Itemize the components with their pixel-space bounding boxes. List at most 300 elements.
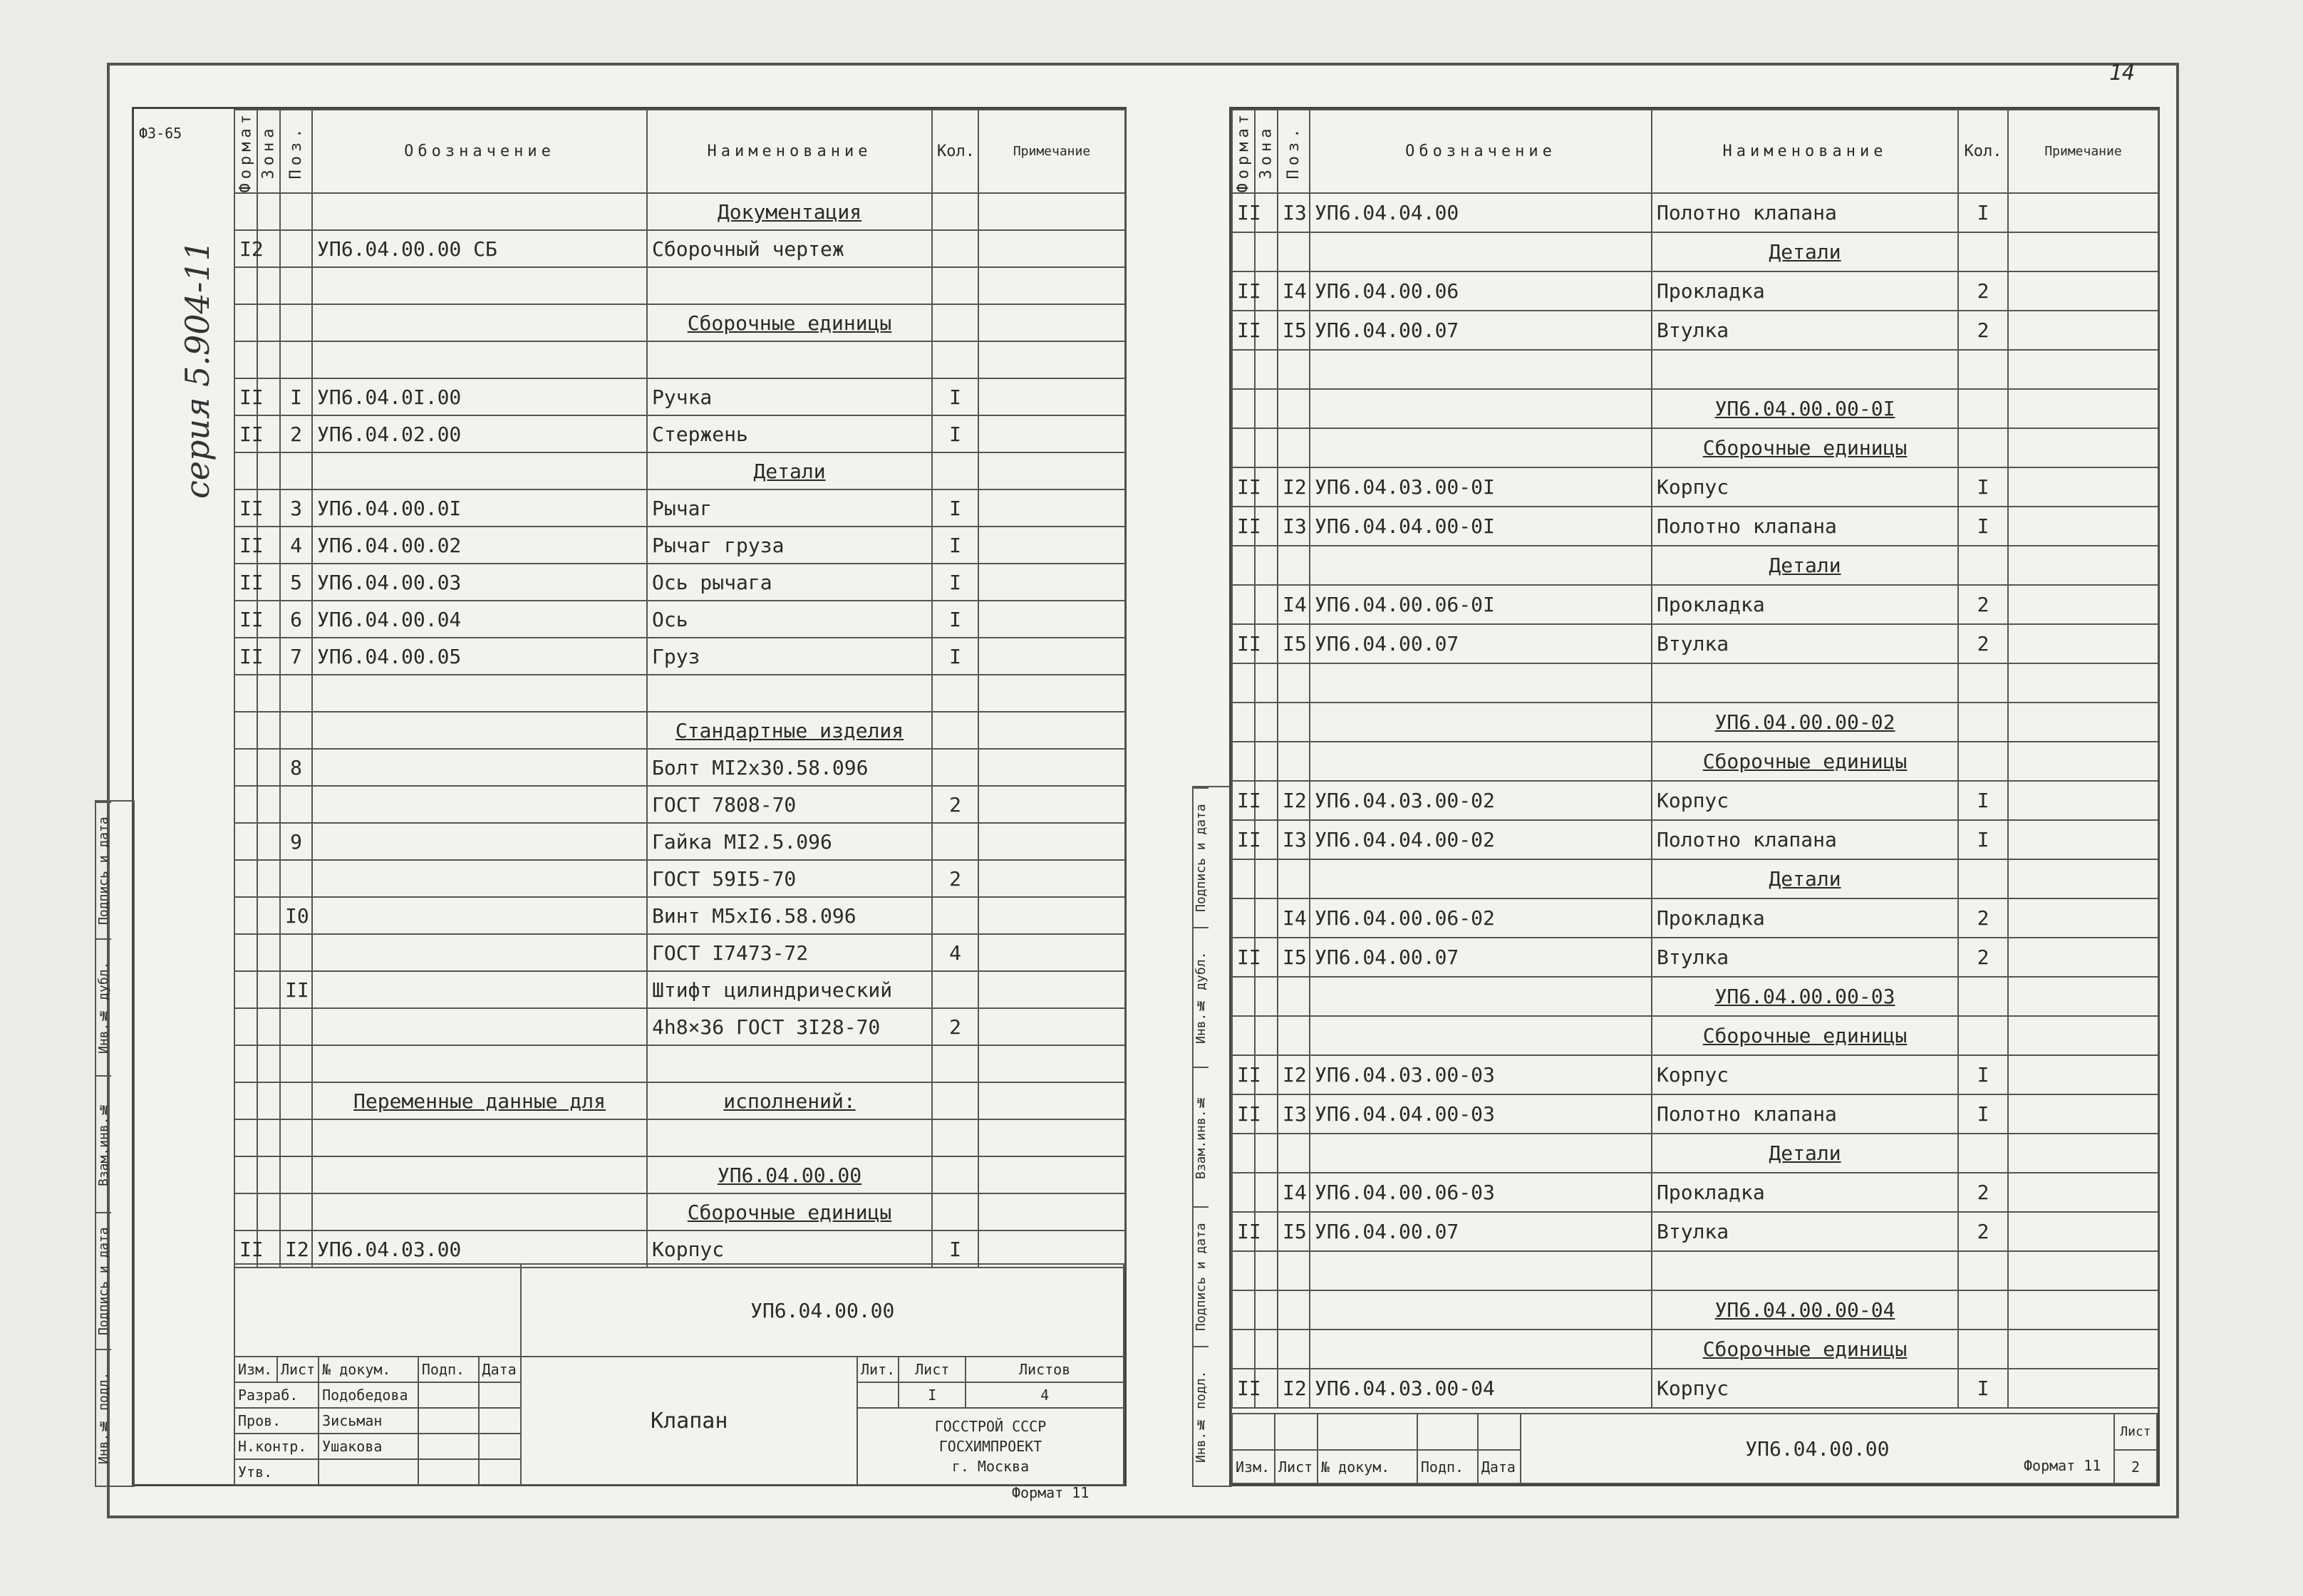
cell-name: Сборочные единицы	[1652, 742, 1958, 781]
cell-qty	[932, 897, 978, 934]
stamp-lit: Лит.	[857, 1357, 899, 1382]
left-title-block	[234, 1263, 1124, 1486]
cell-format	[234, 1008, 257, 1045]
cell-zone	[257, 749, 280, 786]
cell-zone	[257, 786, 280, 823]
cell-pos: I3	[1278, 193, 1310, 232]
cell-zone	[1255, 1330, 1278, 1369]
stamp-col-date: Дата	[479, 1357, 522, 1382]
cell-name: Ось рычага	[647, 564, 932, 601]
cell-note	[978, 230, 1125, 267]
cell-pos: I	[280, 378, 312, 415]
stamp-col-list: Лист	[1275, 1450, 1318, 1483]
cell-pos	[280, 712, 312, 749]
cell-qty: 2	[1958, 1212, 2008, 1251]
cell-name: Ручка	[647, 378, 932, 415]
cell-name: Сборочные единицы	[647, 304, 932, 341]
table-row	[1232, 311, 2158, 350]
table-row	[1232, 428, 2158, 467]
cell-qty: 4	[932, 934, 978, 971]
cell-qty	[1958, 1016, 2008, 1055]
stamp-col-date: Дата	[1478, 1450, 1521, 1483]
cell-name: УП6.04.00.00-03	[1652, 977, 1958, 1016]
table-row	[234, 675, 1125, 712]
table-row	[234, 786, 1125, 823]
cell-pos: I3	[1278, 507, 1310, 546]
cell-format	[1232, 859, 1255, 898]
cell-designation	[312, 786, 647, 823]
cell-qty: 2	[1958, 624, 2008, 663]
cell-designation	[312, 749, 647, 786]
cell-format: II	[234, 601, 257, 638]
cell-name: Втулка	[1652, 938, 1958, 977]
cell-pos	[1278, 977, 1310, 1016]
cell-zone	[257, 971, 280, 1008]
cell-note	[978, 564, 1125, 601]
cell-zone	[257, 1156, 280, 1193]
cell-qty	[1958, 663, 2008, 703]
cell-designation: УП6.04.00.02	[312, 527, 647, 564]
cell-name: Детали	[1652, 859, 1958, 898]
cell-designation	[312, 1193, 647, 1230]
cell-designation	[1310, 1290, 1652, 1330]
cell-format	[234, 1119, 257, 1156]
cell-designation: УП6.04.03.00-04	[1310, 1369, 1652, 1408]
cell-name: Гайка МI2.5.096	[647, 823, 932, 860]
cell-pos	[1278, 350, 1310, 389]
cell-pos	[280, 1082, 312, 1119]
cell-designation: УП6.04.00.05	[312, 638, 647, 675]
cell-name: Детали	[1652, 546, 1958, 585]
left-format: Формат 11	[1012, 1484, 1090, 1501]
table-row	[234, 638, 1125, 675]
cell-pos: I5	[1278, 624, 1310, 663]
cell-note	[2008, 428, 2158, 467]
cell-pos: 5	[280, 564, 312, 601]
cell-pos: I4	[1278, 1173, 1310, 1212]
cell-qty: I	[932, 601, 978, 638]
cell-pos	[280, 1008, 312, 1045]
stamp-col-sign: Подп.	[418, 1357, 479, 1382]
cell-qty: I	[932, 415, 978, 452]
cell-format	[234, 1045, 257, 1082]
cell-pos: 2	[280, 415, 312, 452]
cell-note	[978, 1008, 1125, 1045]
cell-name: Винт М5хI6.58.096	[647, 897, 932, 934]
side-stamp-label: Подпись и дата	[1194, 1206, 1209, 1346]
cell-pos	[1278, 1290, 1310, 1330]
cell-format: II	[1232, 271, 1255, 311]
cell-pos	[1278, 1251, 1310, 1290]
cell-note	[978, 1045, 1125, 1082]
cell-name: УП6.04.00.00-02	[1652, 703, 1958, 742]
table-row	[234, 712, 1125, 749]
cell-designation	[312, 1008, 647, 1045]
cell-qty	[1958, 742, 2008, 781]
cell-designation	[1310, 1330, 1652, 1369]
cell-note	[2008, 585, 2158, 624]
cell-pos	[280, 1193, 312, 1230]
form-code: ФЗ-65	[139, 125, 182, 142]
cell-pos	[280, 341, 312, 378]
cell-zone	[257, 934, 280, 971]
cell-format: II	[234, 527, 257, 564]
cell-zone	[1255, 1173, 1278, 1212]
cell-note	[2008, 663, 2158, 703]
table-row	[1232, 271, 2158, 311]
cell-name: Корпус	[1652, 1055, 1958, 1094]
cell-format: II	[234, 378, 257, 415]
cell-qty	[932, 1193, 978, 1230]
cell-qty: I	[932, 527, 978, 564]
right-sheet-label: Лист	[2114, 1414, 2157, 1450]
cell-pos	[280, 675, 312, 712]
cell-name: Детали	[1652, 232, 1958, 271]
cell-note	[2008, 703, 2158, 742]
cell-designation: УП6.04.00.03	[312, 564, 647, 601]
cell-name: Рычаг	[647, 489, 932, 527]
cell-pos	[280, 860, 312, 897]
cell-qty	[1958, 859, 2008, 898]
cell-qty: I	[1958, 507, 2008, 546]
cell-name: Стандартные изделия	[647, 712, 932, 749]
stamp-razrab-label: Разраб.	[234, 1382, 319, 1408]
cell-note	[2008, 742, 2158, 781]
cell-designation	[312, 193, 647, 230]
cell-pos: II	[280, 971, 312, 1008]
left-doc-code: УП6.04.00.00	[521, 1264, 1124, 1357]
cell-pos	[1278, 859, 1310, 898]
cell-name: Груз	[647, 638, 932, 675]
cell-designation	[312, 452, 647, 489]
cell-qty	[932, 1082, 978, 1119]
cell-designation: УП6.04.00.06-0I	[1310, 585, 1652, 624]
cell-pos	[1278, 428, 1310, 467]
cell-format: II	[234, 415, 257, 452]
cell-note	[2008, 820, 2158, 859]
cell-qty	[932, 452, 978, 489]
cell-designation: УП6.04.04.00-03	[1310, 1094, 1652, 1134]
cell-name: УП6.04.00.00	[647, 1156, 932, 1193]
cell-format: II	[1232, 624, 1255, 663]
cell-format: II	[1232, 938, 1255, 977]
cell-name: Документация	[647, 193, 932, 230]
cell-format	[234, 786, 257, 823]
side-stamp-label: Инв.№ дубл.	[1194, 927, 1209, 1067]
cell-name: Прокладка	[1652, 1173, 1958, 1212]
cell-pos: I2	[1278, 1055, 1310, 1094]
cell-designation: УП6.04.03.00-03	[1310, 1055, 1652, 1094]
cell-name: Полотно клапана	[1652, 820, 1958, 859]
right-spec-sheet	[1194, 107, 2160, 1486]
right-title-block	[1231, 1413, 2158, 1484]
cell-name: Сборочные единицы	[647, 1193, 932, 1230]
col-name: Наименование	[1652, 110, 1958, 193]
cell-designation: УП6.04.00.07	[1310, 1212, 1652, 1251]
cell-pos: I5	[1278, 938, 1310, 977]
cell-designation: УП6.04.00.04	[312, 601, 647, 638]
table-row	[234, 823, 1125, 860]
cell-note	[978, 1156, 1125, 1193]
cell-designation: УП6.04.02.00	[312, 415, 647, 452]
cell-designation: УП6.04.04.00	[1310, 193, 1652, 232]
cell-designation	[1310, 703, 1652, 742]
stamp-razrab-name: Подобедова	[319, 1382, 418, 1408]
left-spec-sheet	[96, 107, 1127, 1486]
col-note: Примечание	[2008, 110, 2158, 193]
cell-qty	[932, 230, 978, 267]
cell-format	[1232, 232, 1255, 271]
table-row	[1232, 1330, 2158, 1369]
cell-format: II	[234, 489, 257, 527]
cell-designation	[1310, 546, 1652, 585]
cell-note	[2008, 938, 2158, 977]
table-row	[1232, 467, 2158, 507]
col-pos: Поз.	[280, 110, 312, 193]
cell-zone	[1255, 232, 1278, 271]
cell-designation	[312, 712, 647, 749]
stamp-col-docnum: № докум.	[319, 1357, 418, 1382]
cell-zone	[257, 341, 280, 378]
cell-qty	[932, 1156, 978, 1193]
cell-format	[234, 1082, 257, 1119]
cell-format	[234, 1193, 257, 1230]
cell-zone	[1255, 742, 1278, 781]
stamp-prov-label: Пров.	[234, 1408, 319, 1434]
col-name: Наименование	[647, 110, 932, 193]
cell-note	[978, 897, 1125, 934]
table-row	[234, 749, 1125, 786]
cell-pos: I2	[280, 1230, 312, 1268]
cell-note	[2008, 1251, 2158, 1290]
col-zone: Зона	[1255, 110, 1278, 193]
cell-pos	[280, 267, 312, 304]
cell-format	[1232, 1330, 1255, 1369]
cell-name: ГОСТ 59I5-70	[647, 860, 932, 897]
org-line-2: ГОСХИМПРОЕКТ	[938, 1438, 1042, 1455]
cell-format	[234, 971, 257, 1008]
cell-format	[234, 712, 257, 749]
side-stamp-label: Взам.инв.№	[1194, 1067, 1209, 1206]
cell-name: Втулка	[1652, 1212, 1958, 1251]
cell-designation: УП6.04.00.07	[1310, 311, 1652, 350]
cell-pos: 4	[280, 527, 312, 564]
table-row	[1232, 1212, 2158, 1251]
cell-qty	[1958, 428, 2008, 467]
cell-format	[1232, 898, 1255, 938]
cell-designation: УП6.04.0I.00	[312, 378, 647, 415]
table-row	[1232, 781, 2158, 820]
stamp-nkontr-label: Н.контр.	[234, 1434, 319, 1459]
cell-note	[2008, 1290, 2158, 1330]
table-row	[234, 897, 1125, 934]
cell-zone	[257, 1082, 280, 1119]
cell-zone	[257, 897, 280, 934]
cell-zone	[1255, 546, 1278, 585]
cell-note	[2008, 311, 2158, 350]
cell-note	[2008, 977, 2158, 1016]
side-stamp-label: Инв.№ подл.	[96, 1349, 111, 1486]
handwritten-series: серия 5.904-11	[178, 240, 217, 499]
cell-qty: 2	[1958, 311, 2008, 350]
cell-format	[234, 341, 257, 378]
cell-name: Корпус	[1652, 1369, 1958, 1408]
cell-format	[1232, 350, 1255, 389]
side-stamp-label: Инв.№ дубл.	[96, 938, 111, 1075]
cell-qty	[932, 971, 978, 1008]
cell-zone	[1255, 585, 1278, 624]
cell-zone	[257, 675, 280, 712]
right-format: Формат 11	[2024, 1457, 2101, 1474]
cell-designation: УП6.04.00.06-02	[1310, 898, 1652, 938]
cell-designation: УП6.04.00.06	[1310, 271, 1652, 311]
cell-name: Детали	[1652, 1134, 1958, 1173]
cell-note	[978, 675, 1125, 712]
table-row	[234, 564, 1125, 601]
cell-qty	[932, 823, 978, 860]
col-qty: Кол.	[932, 110, 978, 193]
cell-pos: I3	[1278, 1094, 1310, 1134]
table-row	[234, 415, 1125, 452]
cell-qty	[932, 193, 978, 230]
right-side-stamp	[1192, 786, 1232, 1487]
cell-designation: УП6.04.00.07	[1310, 938, 1652, 977]
cell-designation	[312, 1156, 647, 1193]
cell-zone	[1255, 663, 1278, 703]
table-row	[234, 1156, 1125, 1193]
cell-format	[234, 897, 257, 934]
table-row	[234, 304, 1125, 341]
cell-pos	[280, 786, 312, 823]
cell-name: Сборочный чертеж	[647, 230, 932, 267]
cell-qty: I	[1958, 193, 2008, 232]
cell-note	[2008, 271, 2158, 311]
cell-designation: УП6.04.00.0I	[312, 489, 647, 527]
cell-qty	[932, 1119, 978, 1156]
cell-qty: I	[1958, 781, 2008, 820]
cell-name	[1652, 1251, 1958, 1290]
cell-qty	[1958, 389, 2008, 428]
cell-format	[1232, 1173, 1255, 1212]
cell-designation	[312, 1119, 647, 1156]
cell-qty: I	[1958, 467, 2008, 507]
cell-pos	[1278, 546, 1310, 585]
cell-zone	[1255, 977, 1278, 1016]
stamp-sheets-value: 4	[966, 1382, 1124, 1408]
cell-pos	[1278, 703, 1310, 742]
cell-name: Прокладка	[1652, 898, 1958, 938]
cell-name: Корпус	[1652, 781, 1958, 820]
cell-zone	[257, 193, 280, 230]
table-row	[234, 341, 1125, 378]
cell-note	[978, 712, 1125, 749]
cell-note	[2008, 350, 2158, 389]
stamp-col-list: Лист	[277, 1357, 319, 1382]
table-row	[1232, 742, 2158, 781]
cell-designation: УП6.04.00.00 СБ	[312, 230, 647, 267]
table-row	[1232, 1173, 2158, 1212]
table-row	[1232, 1369, 2158, 1408]
table-row	[1232, 859, 2158, 898]
cell-note	[978, 267, 1125, 304]
cell-format: II	[1232, 311, 1255, 350]
cell-zone	[1255, 428, 1278, 467]
cell-name: 4h8×36 ГОСТ 3I28-70	[647, 1008, 932, 1045]
table-row	[1232, 898, 2158, 938]
cell-note	[978, 1230, 1125, 1268]
cell-note	[2008, 1330, 2158, 1369]
cell-format	[1232, 428, 1255, 467]
cell-qty: I	[932, 378, 978, 415]
cell-name: Сборочные единицы	[1652, 1330, 1958, 1369]
cell-pos: I5	[1278, 1212, 1310, 1251]
cell-designation	[312, 934, 647, 971]
cell-zone	[257, 712, 280, 749]
left-title: Клапан	[521, 1357, 857, 1485]
cell-format	[234, 452, 257, 489]
cell-note	[978, 786, 1125, 823]
cell-note	[2008, 507, 2158, 546]
cell-pos: 3	[280, 489, 312, 527]
cell-format	[1232, 1016, 1255, 1055]
cell-note	[978, 1119, 1125, 1156]
cell-designation	[1310, 859, 1652, 898]
table-row	[1232, 820, 2158, 859]
cell-format	[234, 193, 257, 230]
side-stamp-label: Инв.№ подл.	[1194, 1346, 1209, 1486]
cell-qty	[1958, 977, 2008, 1016]
cell-note	[978, 452, 1125, 489]
table-row	[1232, 389, 2158, 428]
cell-name: Прокладка	[1652, 271, 1958, 311]
cell-designation	[312, 1045, 647, 1082]
cell-pos	[1278, 742, 1310, 781]
cell-qty: I	[932, 564, 978, 601]
cell-pos	[1278, 232, 1310, 271]
cell-designation: УП6.04.00.07	[1310, 624, 1652, 663]
cell-designation	[312, 267, 647, 304]
cell-note	[978, 378, 1125, 415]
cell-designation: УП6.04.03.00-02	[1310, 781, 1652, 820]
cell-format	[234, 1156, 257, 1193]
cell-designation	[1310, 742, 1652, 781]
cell-zone	[257, 1193, 280, 1230]
cell-name: Стержень	[647, 415, 932, 452]
col-format: Формат	[1232, 110, 1255, 193]
cell-zone	[1255, 1016, 1278, 1055]
stamp-col-sign: Подп.	[1417, 1450, 1478, 1483]
cell-pos: 6	[280, 601, 312, 638]
cell-name: Полотно клапана	[1652, 507, 1958, 546]
cell-pos	[1278, 663, 1310, 703]
cell-note	[2008, 781, 2158, 820]
cell-qty	[1958, 546, 2008, 585]
cell-name: Втулка	[1652, 624, 1958, 663]
cell-format	[1232, 742, 1255, 781]
cell-format	[1232, 1290, 1255, 1330]
stamp-organization	[857, 1408, 1124, 1485]
table-row	[1232, 703, 2158, 742]
cell-format	[1232, 1134, 1255, 1173]
table-row	[234, 1008, 1125, 1045]
right-sheet-value: 2	[2114, 1450, 2157, 1483]
cell-qty: 2	[1958, 898, 2008, 938]
cell-designation	[312, 971, 647, 1008]
cell-zone	[257, 1045, 280, 1082]
table-row	[234, 1119, 1125, 1156]
cell-qty: I	[932, 489, 978, 527]
side-stamp-label: Взам.инв.№	[96, 1075, 111, 1212]
